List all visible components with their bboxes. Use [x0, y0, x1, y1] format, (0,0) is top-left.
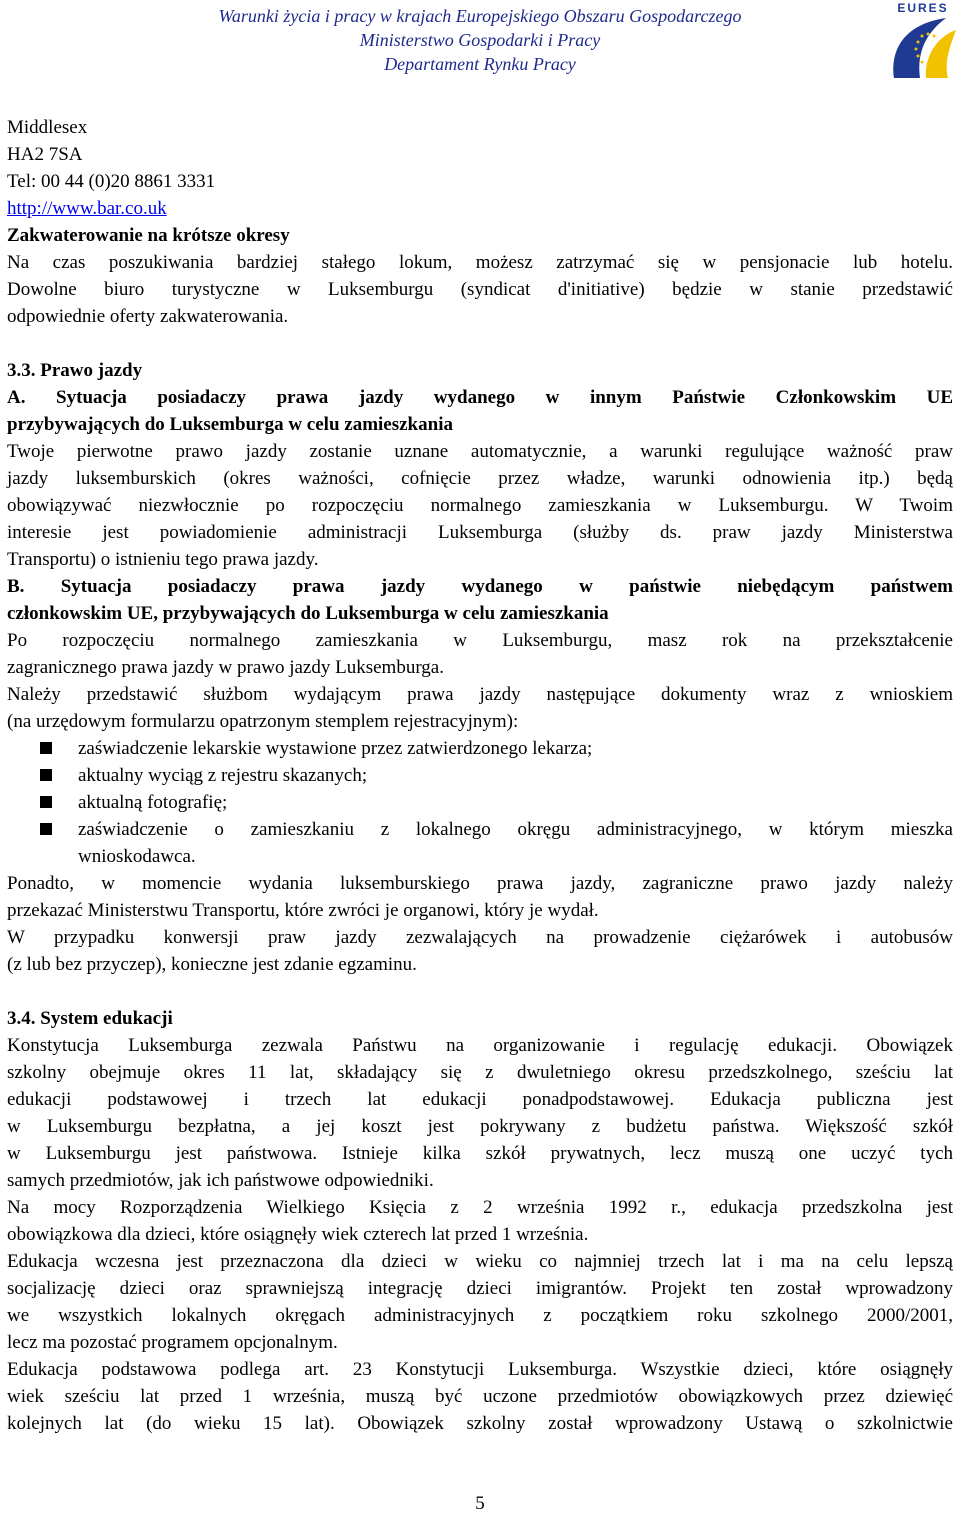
- short-stay-heading: Zakwaterowanie na krótsze okresy: [7, 225, 290, 246]
- education-line: wiek sześciu lat przed 1 września, muszą być uczone przedmiotów obowiązkowych przez dziewięć: [7, 1386, 953, 1407]
- square-bullet-icon: [40, 769, 52, 781]
- driving-a-heading-2: przybywających do Luksemburga w celu zamieszkania: [7, 414, 453, 435]
- education-line: w Luksemburgu jest państwowa. Istnieje kilka szkół prywatnych, lecz muszą one uczyć tych: [7, 1143, 953, 1164]
- education-line: lecz ma pozostać programem opcjonalnym.: [7, 1332, 338, 1353]
- short-stay-p2b: odpowiednie oferty zakwaterowania.: [7, 306, 289, 327]
- driving-a-text-line: Twoje pierwotne prawo jazdy zostanie uznane automatycznie, a warunki regulujące ważność praw: [7, 441, 953, 462]
- header-text: [0, 4, 960, 76]
- driving-after-line: (z lub bez przyczep), konieczne jest zdanie egzaminu.: [7, 954, 417, 975]
- driving-docs-intro: Należy przedstawić służbom wydającym prawa jazdy następujące dokumenty wraz z wnioskiem: [7, 684, 953, 705]
- driving-a-heading-1: A. Sytuacja posiadaczy prawa jazdy wydanego w innym Państwie Członkowskim UE: [7, 387, 953, 408]
- driving-b-heading-1: B. Sytuacja posiadaczy prawa jazdy wydanego w państwie niebędącym państwem: [7, 576, 953, 597]
- education-heading: 3.4. System edukacji: [7, 1008, 173, 1029]
- header-line-1: Warunki życia i pracy w krajach Europejskiego Obszaru Gospodarczego: [218, 6, 742, 26]
- driving-b-heading-2: członkowskim UE, przybywających do Luksemburga w celu zamieszkania: [7, 603, 609, 624]
- education-line: w Luksemburgu bezpłatna, a jej koszt jest pokrywany z budżetu państwa. Większość szkół: [7, 1116, 953, 1137]
- driving-a-text-line: obowiązywać niezwłocznie po rozpoczęciu normalnego zamieszkania w Luksemburgu. W Twoim: [7, 495, 953, 516]
- education-line: Edukacja wczesna jest przeznaczona dla dzieci w wieku co najmniej trzech lat i ma na celu lepszą: [7, 1251, 953, 1272]
- driving-docs-intro: (na urzędowym formularzu opatrzonym stemplem rejestracyjnym):: [7, 711, 519, 732]
- page-body: [7, 114, 953, 1437]
- education-line: Edukacja podstawowa podlega art. 23 Konstytucji Luksemburga. Wszystkie dzieci, które osiągnęły: [7, 1359, 953, 1380]
- education-line: kolejnych lat (do wieku 15 lat). Obowiązek szkolny został wprowadzony Ustawą o szkolnictwie: [7, 1413, 953, 1434]
- driving-a-text-line: interesie jest powiadomienie administracji Luksemburga (służby ds. praw jazdy Ministerstwa: [7, 522, 953, 543]
- education-line: szkolny obejmuje okres 11 lat, składający się z dwuletniego okresu przedszkolnego, sześciu lat: [7, 1062, 953, 1083]
- address-tel: Tel: 00 44 (0)20 8861 3331: [7, 171, 216, 192]
- education-line: obowiązkowa dla dzieci, które osiągnęły wiek czterech lat przed 1 września.: [7, 1224, 589, 1245]
- education-line: samych przedmiotów, jak ich państwowe odpowiedniki.: [7, 1170, 434, 1191]
- driving-after-line: Ponadto, w momencie wydania luksemburskiego prawa jazdy, zagraniczne prawo jazdy należy: [7, 873, 953, 894]
- driving-a-text-line: jazdy luksemburskich (okres ważności, cofnięcie przez władze, warunki odnowienia itp.) będą: [7, 468, 953, 489]
- driving-heading: 3.3. Prawo jazdy: [7, 360, 143, 381]
- list-item: zaświadczenie o zamieszkaniu z lokalnego okręgu administracyjnego, w którym mieszka wnioskodawca.: [7, 816, 953, 870]
- address-postcode: HA2 7SA: [7, 144, 83, 165]
- address-link[interactable]: http://www.bar.co.uk: [7, 198, 167, 219]
- address-county: Middlesex: [7, 117, 88, 138]
- list-item: aktualny wyciąg z rejestru skazanych;: [7, 762, 953, 789]
- eures-logo: [886, 0, 960, 80]
- header-line-2: Ministerstwo Gospodarki i Pracy: [359, 30, 601, 50]
- documents-list: [7, 735, 953, 870]
- bullet-continuation: wnioskodawca.: [78, 846, 196, 867]
- short-stay-p1: Na czas poszukiwania bardziej stałego lokum, możesz zatrzymać się w pensjonacie lub hotelu.: [7, 252, 953, 273]
- square-bullet-icon: [40, 742, 52, 754]
- driving-after-line: przekazać Ministerstwu Transportu, które zwróci je organowi, który je wydał.: [7, 900, 599, 921]
- education-line: Na mocy Rozporządzenia Wielkiego Księcia z 2 września 1992 r., edukacja przedszkolna jest: [7, 1197, 953, 1218]
- driving-b-text-line: zagranicznego prawa jazdy w prawo jazdy Luksemburga.: [7, 657, 444, 678]
- driving-b-text-line: Po rozpoczęciu normalnego zamieszkania w Luksemburgu, masz rok na przekształcenie: [7, 630, 953, 651]
- header-line-3: Departament Rynku Pracy: [384, 54, 576, 74]
- driving-after-line: W przypadku konwersji praw jazdy zezwalających na prowadzenie ciężarówek i autobusów: [7, 927, 953, 948]
- education-line: Konstytucja Luksemburga zezwala Państwu na organizowanie i regulację edukacji. Obowiązek: [7, 1035, 953, 1056]
- page-number: 5: [475, 1493, 485, 1514]
- education-line: we wszystkich lokalnych okręgach administracyjnych z początkiem roku szkolnego 2000/2001,: [7, 1305, 953, 1326]
- square-bullet-icon: [40, 796, 52, 808]
- short-stay-p2a: Dowolne biuro turystyczne w Luksemburgu (syndicat d'initiative) będzie w stanie przedstawić: [7, 279, 953, 300]
- svg-text:EURES: EURES: [897, 1, 949, 15]
- list-item: aktualną fotografię;: [7, 789, 953, 816]
- driving-a-text-line: Transportu) o istnieniu tego prawa jazdy.: [7, 549, 319, 570]
- list-item: zaświadczenie lekarskie wystawione przez zatwierdzonego lekarza;: [7, 735, 953, 762]
- page-header: [0, 0, 960, 80]
- education-line: socjalizację dzieci oraz sprawniejszą integrację dzieci imigrantów. Projekt ten został wprowadzony: [7, 1278, 953, 1299]
- square-bullet-icon: [40, 823, 52, 835]
- education-line: edukacji podstawowej i trzech lat edukacji ponadpodstawowej. Edukacja publiczna jest: [7, 1089, 953, 1110]
